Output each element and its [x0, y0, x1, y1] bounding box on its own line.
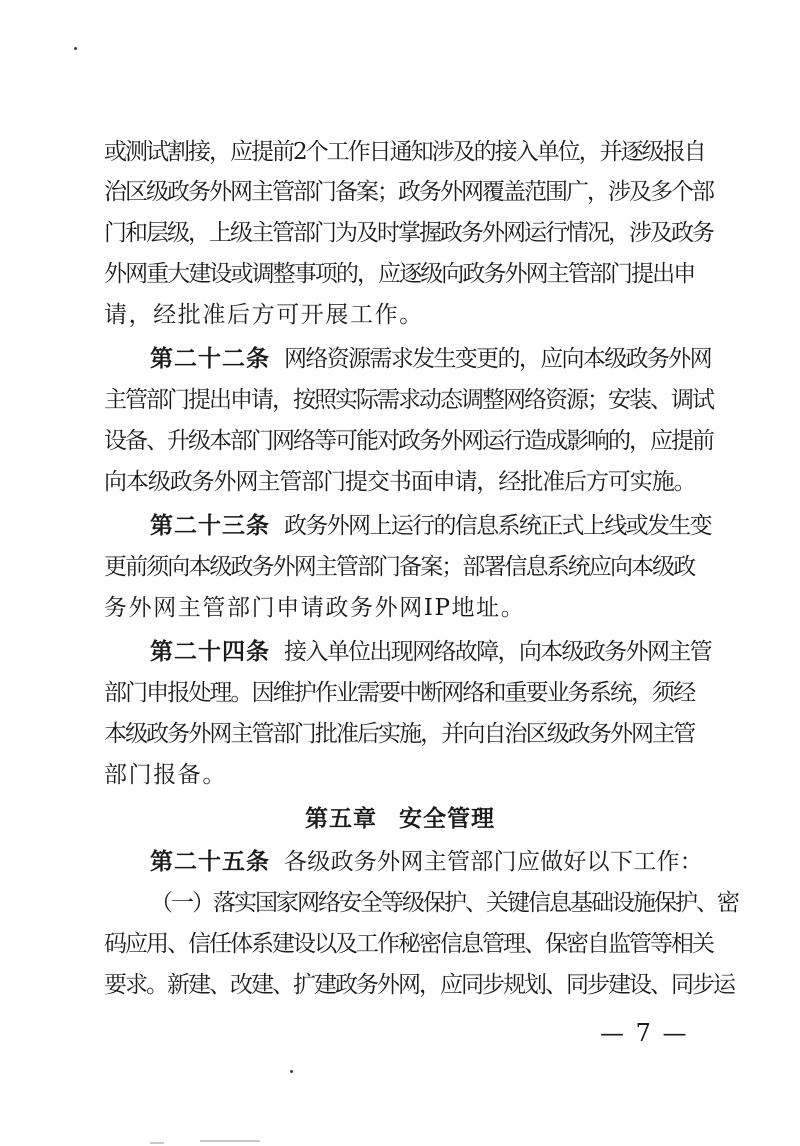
article-25 [150, 848, 704, 876]
article-heading: 第二十二条 [150, 346, 270, 372]
paragraph-line: 向本级政务外网主管部门提交书面申请，经批准后方可实施。 [104, 469, 696, 495]
paragraph-line: 设备、升级本部门网络等可能对政务外网运行造成影响的，应提前 [104, 428, 713, 454]
article-heading: 第二十三条 [150, 513, 270, 539]
paragraph-line: 本级政务外网主管部门批准后实施，并向自治区级政务外网主管 [104, 721, 695, 747]
paragraph-line: 请，经批准后方可开展工作。 [104, 302, 424, 328]
paragraph-line: 部门报备。 [104, 762, 227, 788]
paragraph-line: 务外网主管部门申请政务外网IP地址。 [104, 595, 526, 621]
paragraph-line: 更前须向本级政务外网主管部门备案；部署信息系统应向本级政 [104, 554, 695, 580]
article-23 [150, 512, 712, 540]
chapter-number: 第五章 [305, 806, 377, 832]
article-heading: 第二十四条 [150, 639, 270, 665]
paragraph-line: 外网重大建设或调整事项的，应逐级向政务外网主管部门提出申 [104, 261, 695, 287]
page-number: — 7 — [600, 1019, 689, 1047]
paragraph-line: 或测试割接，应提前2个工作日通知涉及的接入单位，并逐级报自 [104, 139, 705, 165]
article-24 [150, 638, 712, 666]
paragraph-line: 部门申报处理。因维护作业需要中断网络和重要业务系统，须经 [104, 680, 695, 706]
chapter-heading [0, 805, 800, 833]
paragraph-line: 码应用、信任体系建设以及工作秘密信息管理、保密自监管等相关 [104, 931, 713, 957]
scan-speck [290, 1070, 293, 1073]
article-text: 各级政务外网主管部门应做好以下工作： [284, 849, 704, 875]
scan-speck [74, 47, 77, 50]
list-item-first-line: （一）落实国家网络安全等级保护、关键信息基础设施保护、密 [150, 890, 738, 916]
article-22 [150, 345, 712, 373]
paragraph-line: 治区级政务外网主管部门备案；政务外网覆盖范围广，涉及多个部 [104, 179, 713, 205]
paragraph-line: 要求。新建、改建、扩建政务外网，应同步规划、同步建设、同步运 [104, 972, 734, 998]
article-text: 接入单位出现网络故障，向本级政务外网主管 [284, 639, 712, 665]
article-heading: 第二十五条 [150, 849, 270, 875]
article-text: 网络资源需求发生变更的，应向本级政务外网 [284, 346, 712, 372]
paragraph-line: 主管部门提出申请，按照实际需求动态调整网络资源；安装、调试 [104, 387, 713, 413]
article-text: 政务外网上运行的信息系统正式上线或发生变 [284, 513, 712, 539]
chapter-title: 安全管理 [399, 806, 495, 832]
scan-edge-mark [200, 1140, 260, 1142]
scan-edge-mark [150, 1142, 164, 1144]
paragraph-line: 门和层级，上级主管部门为及时掌握政务外网运行情况，涉及政务 [104, 220, 713, 246]
